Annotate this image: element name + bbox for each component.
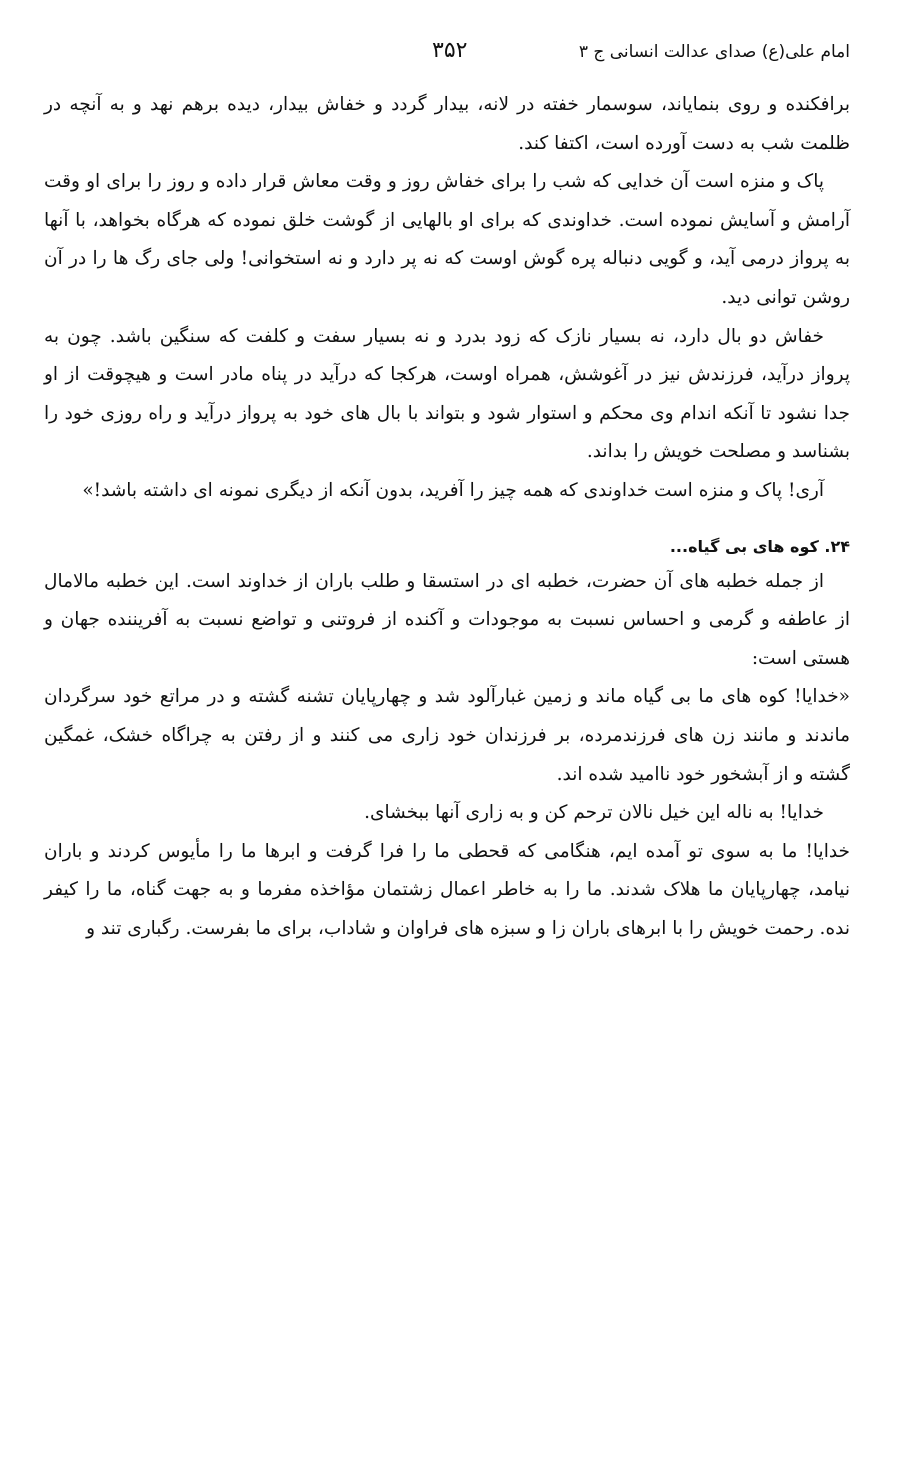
quoted-paragraph: خدایا! به ناله این خیل نالان ترحم کن و به زاری آنها ببخشای.: [364, 802, 824, 824]
running-head: امام علی(ع) صدای عدالت انسانی ج ۳: [578, 42, 850, 62]
paragraph: خفاش دو بال دارد، نه بسیار نازک که زود بدرد و نه بسیار سفت و کلفت که سنگین باشد. چون به پرواز درآید، فرزندش نیز در آغوشش، همراه اوست، هرکجا که درآید در پناه مادر است و هیچوقت از او جدا نشود تا آنکه اندام وی محکم و استوار شود و بتواند با بال های خود به پرواز درآید و راه روزی خود را بشناسد و مصلحت خویش را بداند.: [44, 325, 850, 463]
paragraph: آری! پاک و منزه است خداوندی که همه چیز را آفرید، بدون آنکه از دیگری نمونه ای داشته باشد!»: [82, 479, 824, 501]
paragraph: برافکنده و روی بنمایاند، سوسمار خفته در لانه، بیدار گردد و خفاش بیدار، دیده برهم نهد و به آنچه در ظلمت شب به دست آورده است، اکتفا کند.: [44, 94, 850, 154]
page-header: [40, 38, 850, 68]
quoted-paragraph: «خدایا! کوه های ما بی گیاه ماند و زمین غبارآلود شد و چهارپایان تشنه گشته و در مراتع خود سرگردان ماندند و مانند زن های فرزندمرده، بر فرزندان خود زاری می کنند و از رفتن به چراگاه خشک، غمگین گشته و از آبشخور خود ناامید شده اند.: [44, 686, 850, 785]
section-heading: ۲۴. کوه های بی گیاه...: [669, 536, 850, 556]
page-body: [44, 86, 850, 948]
paragraph: از جمله خطبه های آن حضرت، خطبه ای در استسقا و طلب باران از خداوند است. این خطبه مالامال از عاطفه و گرمی و احساس نسبت به موجودات و آکنده از فروتنی و تواضع نسبت به آفریننده جهان و هستی است:: [44, 570, 850, 669]
paragraph: پاک و منزه است آن خدایی که شب را برای خفاش روز و وقت معاش قرار داده و روز را برای او وقت آرامش و آسایش نموده است. خداوندی که برای او بالهایی از گوشت خلق نموده که هرگاه بخواهد، با آنها به پرواز درمی آید، و گویی دنباله پره گوش اوست که نه پر دارد و نه استخوانی! ولی جای رگ ها را در آن روشن توانی دید.: [44, 171, 850, 308]
quoted-paragraph: خدایا! ما به سوی تو آمده ایم، هنگامی که قحطی ما را فرا گرفت و ابرها ما را مأیوس کردند و باران نیامد، چهارپایان ما هلاک شدند. ما را به خاطر اعمال زشتمان مؤاخذه مفرما و به جهت گناه، ما را کیفر نده. رحمت خویش را با ابرهای باران زا و سبزه های فراوان و شاداب، برای ما بفرست. رگباری تند و: [44, 840, 850, 939]
page-number: ۳۵۲: [432, 38, 468, 63]
